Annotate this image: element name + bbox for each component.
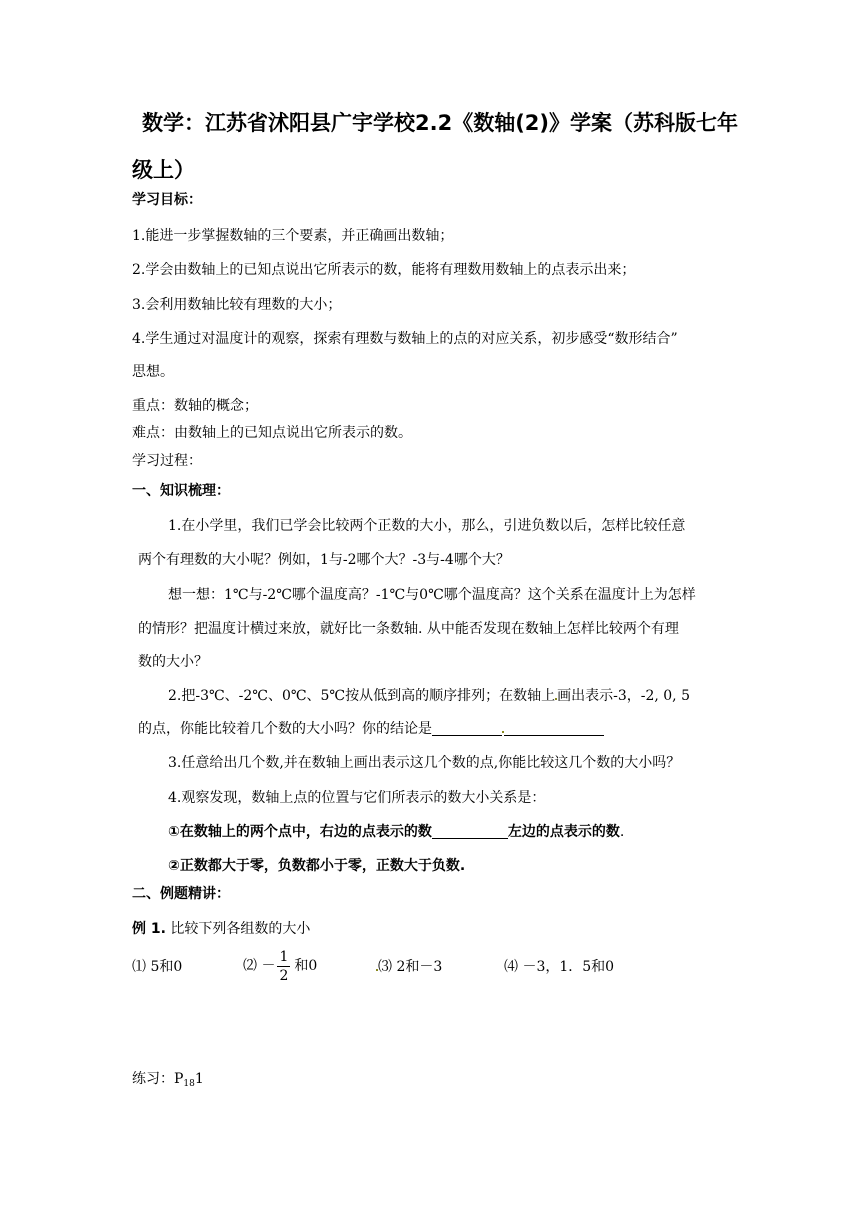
s1-p5: 4.观察发现，数轴上点的位置与它们所表示的数大小关系是： <box>168 790 546 806</box>
answer-blank[interactable] <box>432 719 502 736</box>
document-title: 数学：江苏省沭阳县广宇学校2.2《数轴(2)》学案（苏科版七年级上） <box>132 111 739 182</box>
example-1: 例 1. 比较下列各组数的大小 <box>132 921 311 937</box>
s1-p1-line2: 两个有理数的大小呢？例如，1与-2哪个大？-3与-4哪个大？ <box>138 552 510 568</box>
s1-p2-line1: 想一想：1℃与-2℃哪个温度高？-1℃与0℃哪个温度高？这个关系在温度计上为怎样 <box>168 587 696 603</box>
s1-p4: 3.任意给出几个数,并在数轴上画出表示这几个数的点,你能比较这几个数的大小吗？ <box>168 755 681 771</box>
process-heading: 学习过程： <box>132 453 202 469</box>
answer-blank-cont[interactable] <box>504 719 604 736</box>
example-q3: ⑶ 2和－3 <box>378 959 443 975</box>
s1-p1-line1: 1.在小学里，我们已学会比较两个正数的大小，那么，引进负数以后，怎样比较任意 <box>168 518 686 534</box>
practice: 练习：$P_{18}1$ <box>132 1071 204 1089</box>
s1-p3-line1: 2.把-3℃、-2℃、0℃、5℃按从低到高的顺序排列；在数轴上 画出表示-3，-2, 0, 5 <box>168 688 690 704</box>
objective-2: 2.学会由数轴上的已知点说出它所表示的数，能将有理数用数轴上的点表示出来； <box>132 262 636 278</box>
objective-4: 4.学生通过对温度计的观察，探索有理数与数轴上的点的对应关系，初步感受“数形结合” <box>132 331 678 347</box>
s1-p3-line2: 的点，你能比较着几个数的大小吗？你的结论是 <box>138 719 604 739</box>
section1-heading: 一、知识梳理： <box>132 483 230 499</box>
example-q1: ⑴ 5和0 <box>132 959 183 975</box>
objectives-heading: 学习目标： <box>132 192 202 208</box>
objective-3: 3.会利用数轴比较有理数的大小； <box>132 297 342 313</box>
objective-4-cont: 思想。 <box>132 364 174 380</box>
section2-heading: 二、例题精讲： <box>132 886 230 902</box>
fraction: $\frac{1}{2}$ <box>279 948 289 984</box>
s1-p2-line3: 数的大小？ <box>138 654 208 670</box>
rule-2: ②正数都大于零，负数都小于零，正数大于负数. <box>168 858 466 874</box>
example-q2: ⑵ － $\frac{1}{2}$ 和0 <box>243 948 318 984</box>
rule-blank[interactable] <box>432 822 508 839</box>
example-q4: ⑷ －3，1．5和0 <box>504 959 615 975</box>
s1-p2-line2: 的情形？把温度计横过来放，就好比一条数轴. 从中能否发现在数轴上怎样比较两个有理 <box>138 621 679 637</box>
rule-1: ①在数轴上的两个点中，右边的点表示的数 左边的点表示的数. <box>168 824 625 840</box>
objective-1: 1.能进一步掌握数轴的三个要素，并正确画出数轴； <box>132 228 454 244</box>
key-point: 重点：数轴的概念； <box>132 398 258 414</box>
difficulty: 难点：由数轴上的已知点说出它所表示的数。 <box>132 425 412 441</box>
